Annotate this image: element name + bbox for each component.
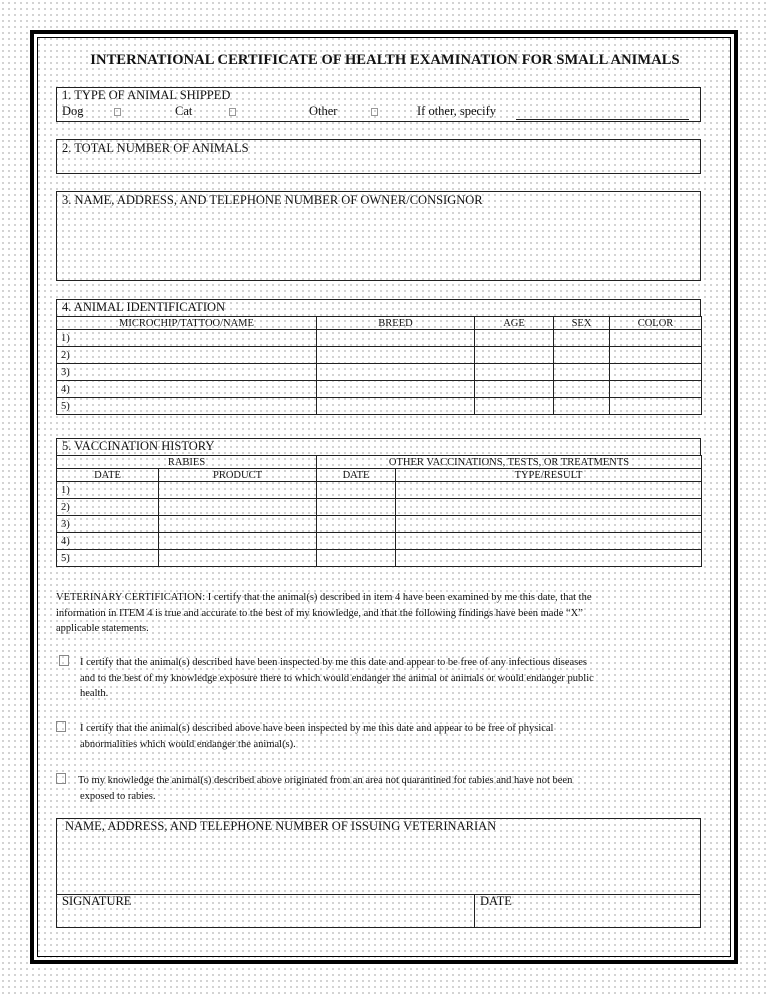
- statement-1-text: [80, 655, 710, 702]
- table-cell[interactable]: [317, 330, 475, 347]
- section-5-header: [56, 438, 701, 455]
- date-label: DATE: [480, 894, 512, 908]
- table-cell[interactable]: [317, 398, 475, 415]
- other-specify-field[interactable]: [516, 119, 689, 120]
- vaccination-history-table: [56, 455, 702, 567]
- table-cell[interactable]: [396, 482, 702, 499]
- column-header: AGE: [475, 317, 554, 330]
- section-issuing-veterinarian: [56, 818, 701, 928]
- section-5-heading: 5. VACCINATION HISTORY: [62, 439, 215, 453]
- table-cell[interactable]: [317, 381, 475, 398]
- table-cell[interactable]: [317, 533, 396, 550]
- column-header: SEX: [554, 317, 610, 330]
- table-cell[interactable]: [317, 550, 396, 567]
- table-cell[interactable]: [317, 347, 475, 364]
- row-number[interactable]: 1): [57, 482, 159, 499]
- row-number[interactable]: 1): [57, 330, 317, 347]
- table-row: [57, 347, 702, 364]
- table-cell[interactable]: [159, 550, 317, 567]
- certification-line: applicable statements.: [56, 623, 149, 634]
- table-cell[interactable]: [396, 533, 702, 550]
- veterinarian-heading: NAME, ADDRESS, AND TELEPHONE NUMBER OF ISSUING VETERINARIAN: [65, 819, 497, 833]
- table-row: [57, 364, 702, 381]
- table-cell[interactable]: [159, 482, 317, 499]
- dog-checkbox[interactable]: [114, 108, 121, 116]
- table-cell[interactable]: [396, 499, 702, 516]
- row-number[interactable]: 2): [57, 499, 159, 516]
- table-row: [57, 482, 702, 499]
- row-number[interactable]: 3): [57, 364, 317, 381]
- other-checkbox[interactable]: [371, 108, 378, 116]
- form-title: INTERNATIONAL CERTIFICATE OF HEALTH EXAMINATION FOR SMALL ANIMALS: [90, 52, 680, 68]
- table-cell[interactable]: [475, 364, 554, 381]
- table-cell[interactable]: [610, 381, 702, 398]
- column-header: DATE: [317, 469, 396, 482]
- table-cell[interactable]: [554, 330, 610, 347]
- table-cell[interactable]: [396, 516, 702, 533]
- column-header: BREED: [317, 317, 475, 330]
- table-cell[interactable]: [317, 364, 475, 381]
- section-1-heading: 1. TYPE OF ANIMAL SHIPPED: [62, 88, 231, 102]
- row-number[interactable]: 3): [57, 516, 159, 533]
- column-header: TYPE/RESULT: [396, 469, 702, 482]
- other-label: Other: [309, 104, 338, 118]
- table-row: [57, 516, 702, 533]
- table-cell[interactable]: [610, 364, 702, 381]
- row-number[interactable]: 5): [57, 398, 317, 415]
- statement-line: and to the best of my knowledge exposure there to which would endanger the animal or animals or would endanger public: [80, 672, 594, 684]
- certification-line: information in ITEM 4 is true and accurate to the best of my knowledge, and that the following findings have been made “X”: [56, 607, 583, 619]
- table-cell[interactable]: [610, 330, 702, 347]
- statement-line: I certify that the animal(s) described above have been inspected by me this date and appear to be free of physical: [80, 723, 554, 734]
- row-number[interactable]: 4): [57, 533, 159, 550]
- section-owner-consignor[interactable]: [56, 191, 701, 281]
- column-header: PRODUCT: [159, 469, 317, 482]
- table-cell[interactable]: [396, 550, 702, 567]
- table-cell[interactable]: [610, 347, 702, 364]
- certification-line: VETERINARY CERTIFICATION: I certify that the animal(s) described in item 4 have been examined by me this date, that the: [56, 592, 592, 603]
- section-4-header: [56, 299, 701, 316]
- statement-3-text: [78, 773, 708, 804]
- statement-line: I certify that the animal(s) described have been inspected by me this date and appear to be free of any infectious diseases: [80, 657, 588, 668]
- section-3-heading: 3. NAME, ADDRESS, AND TELEPHONE NUMBER OF OWNER/CONSIGNOR: [62, 193, 483, 207]
- column-header: DATE: [57, 469, 159, 482]
- cat-label: Cat: [175, 104, 193, 118]
- table-cell[interactable]: [475, 398, 554, 415]
- if-other-label: If other, specify: [417, 104, 496, 118]
- rabies-group-header: RABIES: [57, 456, 317, 469]
- statement-line: To my knowledge the animal(s) described above originated from an area not quarantined for rabies and have not been: [78, 775, 573, 786]
- statement-2-checkbox[interactable]: [56, 721, 66, 732]
- section-animal-type: [56, 87, 701, 122]
- other-vaccinations-group-header: OTHER VACCINATIONS, TESTS, OR TREATMENTS: [317, 456, 702, 469]
- dog-label: Dog: [62, 104, 84, 118]
- section-2-heading: 2. TOTAL NUMBER OF ANIMALS: [62, 141, 249, 155]
- section-4-heading: 4. ANIMAL IDENTIFICATION: [62, 300, 226, 314]
- table-row: [57, 499, 702, 516]
- table-header-row: [57, 317, 702, 330]
- table-row: [57, 330, 702, 347]
- statement-line: health.: [80, 688, 109, 699]
- signature-label: SIGNATURE: [62, 894, 132, 908]
- cat-checkbox[interactable]: [229, 108, 236, 116]
- table-row: [57, 550, 702, 567]
- table-group-row: [57, 456, 702, 469]
- table-cell[interactable]: [159, 516, 317, 533]
- row-number[interactable]: 4): [57, 381, 317, 398]
- column-header: MICROCHIP/TATTOO/NAME: [57, 317, 317, 330]
- statement-line: abnormalities which would endanger the animal(s).: [80, 738, 296, 750]
- table-cell[interactable]: [475, 330, 554, 347]
- table-cell[interactable]: [554, 364, 610, 381]
- divider: [57, 894, 700, 895]
- table-row: [57, 381, 702, 398]
- certification-intro: [56, 590, 716, 637]
- statement-line: exposed to rabies.: [80, 790, 156, 802]
- table-cell[interactable]: [317, 516, 396, 533]
- table-cell[interactable]: [475, 381, 554, 398]
- table-row: [57, 398, 702, 415]
- statement-3-checkbox[interactable]: [56, 773, 66, 784]
- section-total-animals[interactable]: [56, 139, 701, 174]
- row-number[interactable]: 5): [57, 550, 159, 567]
- table-cell[interactable]: [159, 533, 317, 550]
- table-cell[interactable]: [475, 347, 554, 364]
- table-cell[interactable]: [554, 381, 610, 398]
- table-cell[interactable]: [554, 398, 610, 415]
- column-header: COLOR: [610, 317, 702, 330]
- statement-1-checkbox[interactable]: [59, 655, 69, 666]
- table-cell[interactable]: [610, 398, 702, 415]
- table-cell[interactable]: [317, 499, 396, 516]
- table-cell[interactable]: [317, 482, 396, 499]
- table-row: [57, 533, 702, 550]
- table-cell[interactable]: [554, 347, 610, 364]
- table-header-row: [57, 469, 702, 482]
- row-number[interactable]: 2): [57, 347, 317, 364]
- statement-2-text: [80, 721, 710, 752]
- divider: [474, 894, 475, 928]
- table-cell[interactable]: [159, 499, 317, 516]
- animal-identification-table: [56, 316, 702, 415]
